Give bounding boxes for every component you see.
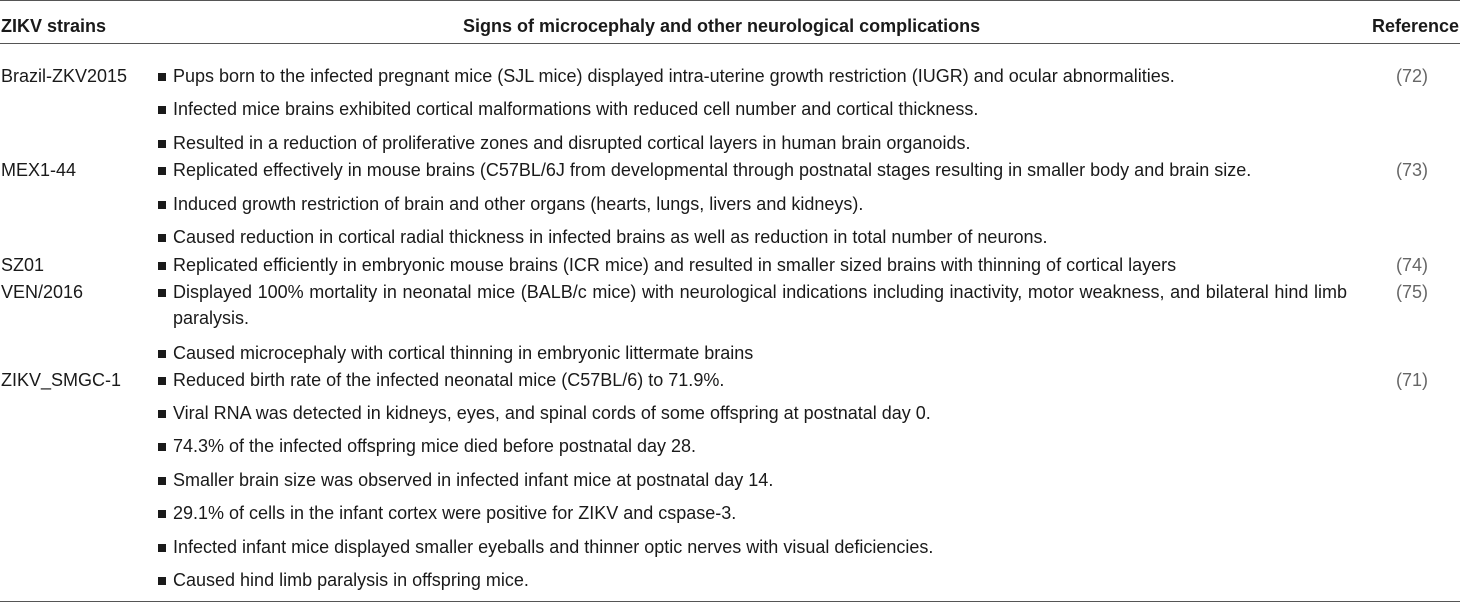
sign-item: Caused reduction in cortical radial thickness in infected brains as well as reduction in total number of neurons. bbox=[157, 226, 1347, 248]
sign-item: Displayed 100% mortality in neonatal mice (BALB/c mice) with neurological indications including inactivity, motor weakness, and bilateral hind limb paralysis. bbox=[157, 281, 1347, 331]
sign-item: Caused microcephaly with cortical thinning in embryonic littermate brains bbox=[157, 342, 1347, 364]
sign-item: Smaller brain size was observed in infected infant mice at postnatal day 14. bbox=[157, 469, 1347, 491]
sign-item: 74.3% of the infected offspring mice died before postnatal day 28. bbox=[157, 435, 1347, 457]
reference-link[interactable]: (72) bbox=[1396, 66, 1429, 86]
bullet-square-icon bbox=[157, 569, 167, 591]
sign-item: Resulted in a reduction of proliferative zones and disrupted cortical layers in human brain organoids. bbox=[157, 132, 1347, 154]
bullet-square-icon bbox=[157, 254, 167, 276]
sign-item: Infected infant mice displayed smaller eyeballs and thinner optic nerves with visual deficiencies. bbox=[157, 536, 1347, 558]
table-top-rule bbox=[0, 0, 1460, 1]
sign-item: Pups born to the infected pregnant mice (SJL mice) displayed intra-uterine growth restriction (IUGR) and ocular abnormalities. bbox=[157, 65, 1347, 87]
strain-name: MEX1-44 bbox=[1, 160, 77, 180]
strain-name: Brazil-ZKV2015 bbox=[1, 66, 128, 86]
reference-link[interactable]: (75) bbox=[1396, 282, 1429, 302]
sign-item: Infected mice brains exhibited cortical malformations with reduced cell number and cortical thickness. bbox=[157, 98, 1347, 120]
bullet-square-icon bbox=[157, 98, 167, 120]
bullet-square-icon bbox=[157, 281, 167, 303]
header-reference: Reference bbox=[1371, 16, 1459, 36]
sign-item: Induced growth restriction of brain and other organs (hearts, lungs, livers and kidneys). bbox=[157, 193, 1347, 215]
table-bottom-rule bbox=[0, 601, 1460, 602]
bullet-square-icon bbox=[157, 369, 167, 391]
sign-item: 29.1% of cells in the infant cortex were positive for ZIKV and cspase-3. bbox=[157, 502, 1347, 524]
strain-name: VEN/2016 bbox=[1, 282, 84, 302]
sign-item: Replicated efficiently in embryonic mouse brains (ICR mice) and resulted in smaller sized brains with thinning of cortical layers bbox=[157, 254, 1347, 276]
bullet-square-icon bbox=[157, 536, 167, 558]
bullet-square-icon bbox=[157, 132, 167, 154]
reference-link[interactable]: (74) bbox=[1396, 255, 1429, 275]
sign-item: Caused hind limb paralysis in offspring mice. bbox=[157, 569, 1347, 591]
reference-link[interactable]: (73) bbox=[1396, 160, 1429, 180]
bullet-square-icon bbox=[157, 502, 167, 524]
strain-name: ZIKV_SMGC-1 bbox=[1, 370, 122, 390]
bullet-square-icon bbox=[157, 469, 167, 491]
bullet-square-icon bbox=[157, 435, 167, 457]
bullet-square-icon bbox=[157, 402, 167, 424]
strain-name: SZ01 bbox=[1, 255, 45, 275]
bullet-square-icon bbox=[157, 342, 167, 364]
header-zikv-strains: ZIKV strains bbox=[1, 16, 107, 36]
bullet-square-icon bbox=[157, 193, 167, 215]
header-signs: Signs of microcephaly and other neurological complications bbox=[463, 16, 981, 36]
bullet-square-icon bbox=[157, 226, 167, 248]
table-header-rule bbox=[0, 43, 1460, 44]
sign-item: Viral RNA was detected in kidneys, eyes, and spinal cords of some offspring at postnatal day 0. bbox=[157, 402, 1347, 424]
bullet-square-icon bbox=[157, 65, 167, 87]
sign-item: Replicated effectively in mouse brains (C57BL/6J from developmental through postnatal stages resulting in smaller body and brain size. bbox=[157, 159, 1347, 181]
sign-item: Reduced birth rate of the infected neonatal mice (C57BL/6) to 71.9%. bbox=[157, 369, 1347, 391]
reference-link[interactable]: (71) bbox=[1396, 370, 1429, 390]
bullet-square-icon bbox=[157, 159, 167, 181]
